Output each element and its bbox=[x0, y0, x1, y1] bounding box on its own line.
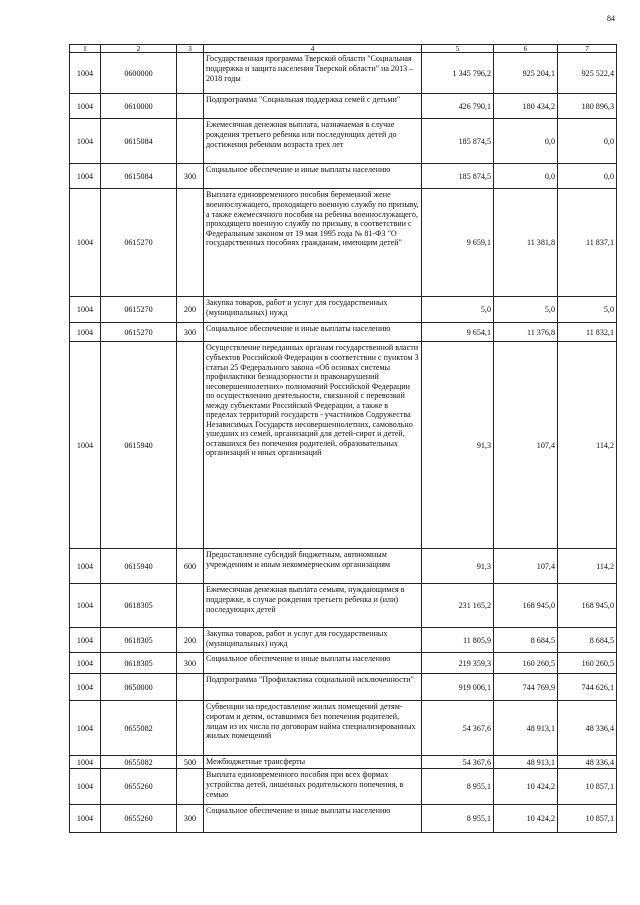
amount-col-5: 91,3 bbox=[422, 549, 494, 584]
amount-col-6: 48 913,1 bbox=[494, 701, 558, 756]
amount-col-6: 180 434,2 bbox=[494, 94, 558, 119]
target-code: 0618305 bbox=[101, 584, 177, 628]
amount-col-6: 10 424,2 bbox=[494, 805, 558, 833]
item-name: Подпрограмма "Профилактика социальной исключенности" bbox=[204, 674, 422, 701]
target-code: 0655082 bbox=[101, 701, 177, 756]
section-code: 1004 bbox=[70, 701, 101, 756]
amount-col-7: 168 945,0 bbox=[558, 584, 617, 628]
section-code: 1004 bbox=[70, 653, 101, 674]
amount-col-5: 54 367,6 bbox=[422, 756, 494, 769]
amount-col-7: 11 832,1 bbox=[558, 323, 617, 342]
section-code: 1004 bbox=[70, 323, 101, 342]
table-row bbox=[70, 94, 617, 119]
item-name: Социальное обеспечение и иные выплаты населению bbox=[204, 653, 422, 674]
target-code: 0615270 bbox=[101, 323, 177, 342]
item-name: Государственная программа Тверской области "Социальная поддержка и защита населения Тверской области" на 2013 – 2018 годы bbox=[204, 53, 422, 94]
table-row bbox=[70, 769, 617, 805]
amount-col-7: 114,2 bbox=[558, 549, 617, 584]
table-row bbox=[70, 549, 617, 584]
section-code: 1004 bbox=[70, 584, 101, 628]
amount-col-7: 925 522,4 bbox=[558, 53, 617, 94]
expense-type-code: 500 bbox=[177, 756, 204, 769]
amount-col-5: 231 165,2 bbox=[422, 584, 494, 628]
col-header-5: 5 bbox=[422, 45, 494, 53]
table-row bbox=[70, 653, 617, 674]
amount-col-7: 744 626,1 bbox=[558, 674, 617, 701]
item-name: Выплата единовременного пособия при всех формах устройства детей, лишенных родительского попечения, в семью bbox=[204, 769, 422, 805]
amount-col-5: 8 955,1 bbox=[422, 769, 494, 805]
expense-type-code: 200 bbox=[177, 297, 204, 323]
expense-type-code bbox=[177, 701, 204, 756]
item-name: Закупка товаров, работ и услуг для государственных (муниципальных) нужд bbox=[204, 297, 422, 323]
target-code: 0615270 bbox=[101, 297, 177, 323]
amount-col-7: 180 896,3 bbox=[558, 94, 617, 119]
table-row bbox=[70, 297, 617, 323]
amount-col-5: 91,3 bbox=[422, 342, 494, 549]
section-code: 1004 bbox=[70, 297, 101, 323]
amount-col-7: 114,2 bbox=[558, 342, 617, 549]
item-name: Ежемесячная денежная выплата, назначаемая в случае рождения третьего ребенка или последующих детей до достижения ребенком возраста трех лет bbox=[204, 119, 422, 164]
expense-type-code bbox=[177, 584, 204, 628]
item-name: Осуществление переданных органам государственной власти субъектов Российской Федерации в соответствии с пунктом 3 статьи 25 Федерального закона «Об основах системы профилактики безнадзорности и правонарушений несовершеннолетних» полномочий Российской Федерации по осуществлению деятельности, связанной с перевозкой между субъектами Российской Федерации, а также в пределах территорий государств - участников Содружества Независимых Государств несовершеннолетних, самовольно ушедших из семей, организаций для детей-сирот и детей, оставшихся без попечения родителей, образовательных организаций и иных организаций bbox=[204, 342, 422, 549]
col-header-6: 6 bbox=[494, 45, 558, 53]
amount-col-5: 1 345 796,2 bbox=[422, 53, 494, 94]
expense-type-code bbox=[177, 189, 204, 297]
amount-col-7: 48 336,4 bbox=[558, 756, 617, 769]
budget-table bbox=[69, 44, 617, 833]
expense-type-code: 300 bbox=[177, 805, 204, 833]
section-code: 1004 bbox=[70, 549, 101, 584]
expense-type-code bbox=[177, 119, 204, 164]
amount-col-6: 0,0 bbox=[494, 119, 558, 164]
target-code: 0615940 bbox=[101, 549, 177, 584]
section-code: 1004 bbox=[70, 189, 101, 297]
target-code: 0618305 bbox=[101, 628, 177, 653]
amount-col-6: 107,4 bbox=[494, 549, 558, 584]
amount-col-6: 168 945,0 bbox=[494, 584, 558, 628]
section-code: 1004 bbox=[70, 756, 101, 769]
item-name: Субвенции на предоставление жилых помещений детям-сиротам и детям, оставшимся без попечения родителей, лицам из их числа по договорам найма специализированных жилых помещений bbox=[204, 701, 422, 756]
table-row bbox=[70, 584, 617, 628]
table-row bbox=[70, 342, 617, 549]
section-code: 1004 bbox=[70, 805, 101, 833]
expense-type-code: 200 bbox=[177, 628, 204, 653]
expense-type-code: 300 bbox=[177, 653, 204, 674]
amount-col-5: 919 006,1 bbox=[422, 674, 494, 701]
table-row bbox=[70, 164, 617, 189]
section-code: 1004 bbox=[70, 94, 101, 119]
table-row bbox=[70, 119, 617, 164]
amount-col-6: 107,4 bbox=[494, 342, 558, 549]
amount-col-7: 5,0 bbox=[558, 297, 617, 323]
item-name: Закупка товаров, работ и услуг для государственных (муниципальных) нужд bbox=[204, 628, 422, 653]
col-header-2: 2 bbox=[101, 45, 177, 53]
item-name: Социальное обеспечение и иные выплаты населению bbox=[204, 805, 422, 833]
target-code: 0615940 bbox=[101, 342, 177, 549]
expense-type-code: 600 bbox=[177, 549, 204, 584]
section-code: 1004 bbox=[70, 119, 101, 164]
target-code: 0618305 bbox=[101, 653, 177, 674]
amount-col-5: 185 874,5 bbox=[422, 119, 494, 164]
expense-type-code bbox=[177, 769, 204, 805]
amount-col-6: 48 913,1 bbox=[494, 756, 558, 769]
table-row bbox=[70, 53, 617, 94]
section-code: 1004 bbox=[70, 342, 101, 549]
item-name: Ежемесячная денежная выплата семьям, нуждающимся в поддержке, в случае рождения третьего ребенка и (или) последующих детей bbox=[204, 584, 422, 628]
expense-type-code bbox=[177, 53, 204, 94]
section-code: 1004 bbox=[70, 164, 101, 189]
amount-col-5: 5,0 bbox=[422, 297, 494, 323]
expense-type-code: 300 bbox=[177, 164, 204, 189]
table-row bbox=[70, 323, 617, 342]
amount-col-6: 8 684,5 bbox=[494, 628, 558, 653]
item-name: Межбюджетные трансферты bbox=[204, 756, 422, 769]
amount-col-6: 0,0 bbox=[494, 164, 558, 189]
amount-col-5: 54 367,6 bbox=[422, 701, 494, 756]
page-number: 84 bbox=[607, 14, 615, 23]
header-row bbox=[70, 45, 617, 53]
amount-col-6: 11 376,8 bbox=[494, 323, 558, 342]
target-code: 0655082 bbox=[101, 756, 177, 769]
table-row bbox=[70, 805, 617, 833]
amount-col-5: 9 654,1 bbox=[422, 323, 494, 342]
table-row bbox=[70, 674, 617, 701]
target-code: 0650000 bbox=[101, 674, 177, 701]
item-name: Социальное обеспечение и иные выплаты населению bbox=[204, 323, 422, 342]
amount-col-6: 160 260,5 bbox=[494, 653, 558, 674]
table-row bbox=[70, 628, 617, 653]
amount-col-7: 10 857,1 bbox=[558, 769, 617, 805]
section-code: 1004 bbox=[70, 674, 101, 701]
target-code: 0600000 bbox=[101, 53, 177, 94]
amount-col-5: 8 955,1 bbox=[422, 805, 494, 833]
target-code: 0655260 bbox=[101, 769, 177, 805]
amount-col-6: 925 204,1 bbox=[494, 53, 558, 94]
item-name: Выплата единовременного пособия беременной жене военнослужащего, проходящего военную службу по призыву, а также ежемесячного пособия на ребенка военнослужащего, проходящего военную службу по призыву, в соответствии с Федеральным законом от 19 мая 1995 года № 81-ФЗ "О государственных пособиях гражданам, имеющим детей" bbox=[204, 189, 422, 297]
amount-col-6: 744 769,9 bbox=[494, 674, 558, 701]
expense-type-code bbox=[177, 342, 204, 549]
amount-col-5: 185 874,5 bbox=[422, 164, 494, 189]
col-header-3: 3 bbox=[177, 45, 204, 53]
section-code: 1004 bbox=[70, 53, 101, 94]
amount-col-5: 426 790,1 bbox=[422, 94, 494, 119]
target-code: 0615270 bbox=[101, 189, 177, 297]
amount-col-7: 10 857,1 bbox=[558, 805, 617, 833]
expense-type-code: 300 bbox=[177, 323, 204, 342]
table-row bbox=[70, 189, 617, 297]
amount-col-6: 10 424,2 bbox=[494, 769, 558, 805]
amount-col-5: 219 359,3 bbox=[422, 653, 494, 674]
amount-col-6: 11 381,8 bbox=[494, 189, 558, 297]
section-code: 1004 bbox=[70, 769, 101, 805]
target-code: 0655260 bbox=[101, 805, 177, 833]
amount-col-7: 11 837,1 bbox=[558, 189, 617, 297]
col-header-1: 1 bbox=[70, 45, 101, 53]
target-code: 0615084 bbox=[101, 119, 177, 164]
amount-col-5: 11 805,9 bbox=[422, 628, 494, 653]
expense-type-code bbox=[177, 94, 204, 119]
item-name: Предоставление субсидий бюджетным, автономным учреждениям и иным некоммерческим организациям bbox=[204, 549, 422, 584]
amount-col-7: 160 260,5 bbox=[558, 653, 617, 674]
col-header-7: 7 bbox=[558, 45, 617, 53]
target-code: 0615084 bbox=[101, 164, 177, 189]
col-header-4: 4 bbox=[204, 45, 422, 53]
amount-col-6: 5,0 bbox=[494, 297, 558, 323]
item-name: Социальное обеспечение и иные выплаты населению bbox=[204, 164, 422, 189]
table-row bbox=[70, 756, 617, 769]
table-row bbox=[70, 701, 617, 756]
target-code: 0610000 bbox=[101, 94, 177, 119]
amount-col-7: 48 336,4 bbox=[558, 701, 617, 756]
section-code: 1004 bbox=[70, 628, 101, 653]
amount-col-7: 0,0 bbox=[558, 119, 617, 164]
item-name: Подпрограмма "Социальная поддержка семей с детьми" bbox=[204, 94, 422, 119]
amount-col-7: 8 684,5 bbox=[558, 628, 617, 653]
amount-col-5: 9 659,1 bbox=[422, 189, 494, 297]
expense-type-code bbox=[177, 674, 204, 701]
amount-col-7: 0,0 bbox=[558, 164, 617, 189]
